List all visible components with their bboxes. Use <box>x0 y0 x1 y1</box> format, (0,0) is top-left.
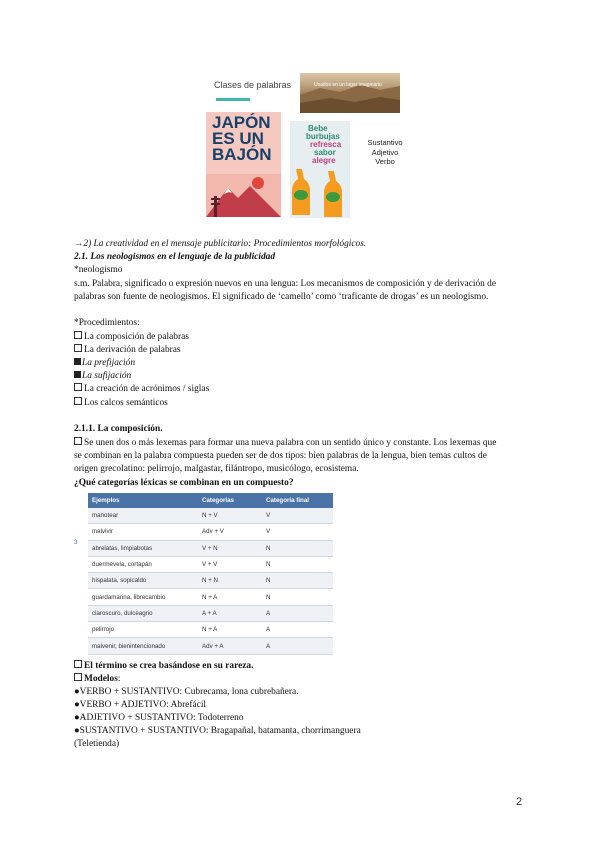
checkbox-icon <box>74 331 82 339</box>
ad-word: sabor <box>314 148 336 157</box>
page-number: 2 <box>516 796 523 808</box>
paragraph-line <box>74 437 496 450</box>
word-class: Verbo <box>375 157 395 166</box>
term-line <box>74 264 122 277</box>
paragraph-line: origen grecolatino: pelirrojo, malgastar, filántropo, musicólogo, ecosistema. <box>74 464 359 474</box>
procedure-item <box>74 344 181 357</box>
table-cell: malvenir, bienintencionado <box>88 638 198 654</box>
procedure-label: La sufijación <box>82 371 132 381</box>
procedures-title <box>74 317 140 330</box>
table-cell: guardamarina, librecambio <box>88 589 198 605</box>
section-heading: →2) La creatividad en el mensaje publicitario: Procedimientos morfológicos. <box>74 239 367 249</box>
models-label: Modelos <box>84 674 118 684</box>
model-text: ADJETIVO + SUSTANTIVO: Todoterreno <box>79 713 244 723</box>
section-number: 2.1.1. <box>74 424 96 434</box>
procedure-item <box>74 357 135 370</box>
paragraph-line: se combinan en la palabra compuesta pueden ser de dos tipos: bien palabras de la lengua, bien temas cultos de <box>74 451 487 461</box>
procedure-label: La derivación de palabras <box>84 345 181 355</box>
procedure-item <box>74 370 131 383</box>
checkbox-icon <box>74 383 82 391</box>
source-note: (Teletienda) <box>74 739 120 749</box>
book-title-line: ES UN <box>212 129 264 148</box>
checkbox-icon <box>74 660 82 668</box>
ad-word: refresca <box>310 140 342 149</box>
table-cell: A <box>262 605 333 621</box>
table-body <box>88 508 333 654</box>
landscape-illustration <box>300 73 400 113</box>
question: ¿Qué categorías léxicas se combinan en un compuesto? <box>74 478 294 488</box>
ad-word: burbujas <box>306 132 340 141</box>
table-row <box>88 556 333 572</box>
table-cell: hispalata, sopicaldo <box>88 573 198 589</box>
compounds-table <box>88 493 333 655</box>
procedure-label: La prefijación <box>82 358 136 368</box>
table-cell: N <box>262 573 333 589</box>
table-cell: malvivir <box>88 524 198 540</box>
section-2-1-1-title <box>74 423 163 436</box>
landscape-photo <box>300 73 400 113</box>
section-title: La composición. <box>97 424 163 434</box>
model-text: SUSTANTIVO + SUSTANTIVO: Bragapañal, batamanta, chorrimanguera <box>79 726 361 736</box>
table-row <box>88 622 333 638</box>
word-class: Sustantivo <box>367 138 403 147</box>
column-header: Categoría final <box>262 493 333 508</box>
table-cell: V <box>262 524 333 540</box>
section-2-1-title <box>74 251 275 264</box>
definition-line: palabras son fuente de neologismos. El significado de ‘camello’ como ‘traficante de drogas’ es un neologismo. <box>74 292 489 302</box>
checkbox-icon <box>74 437 82 445</box>
clases-de-palabras-image <box>206 74 294 110</box>
procedure-item <box>74 383 209 396</box>
procedure-label: Los calcos semánticos <box>84 398 168 408</box>
table-cell: N + A <box>198 622 262 638</box>
clases-title: Clases de palabras <box>214 80 292 90</box>
table-cell: N + A <box>198 589 262 605</box>
table-cell: N + N <box>198 573 262 589</box>
table-cell: claroscuro, dulceagrio <box>88 605 198 621</box>
table-row <box>88 573 333 589</box>
table-cell: Adv + A <box>198 638 262 654</box>
table-side-note: 3 <box>74 540 78 546</box>
table-header-row <box>88 493 333 508</box>
soda-bottles-illustration <box>290 165 350 218</box>
procedure-label: La creación de acrónimos / siglas <box>84 384 210 394</box>
definition-line: s.m. Palabra, significado o expresión nuevos en una lengua: Los mecanismos de composición y de derivación de <box>74 279 497 289</box>
book-title <box>212 115 272 163</box>
section-title: Los neologismos en el lenguaje de la publicidad <box>90 252 276 262</box>
table-cell: V <box>262 508 333 524</box>
accent-bar <box>216 98 250 101</box>
table-cell: manotear <box>88 508 198 524</box>
book-title-line: JAPÓN <box>212 113 271 132</box>
model-item <box>74 712 244 725</box>
bullet-icon: ● <box>74 713 80 723</box>
model-item <box>74 699 206 712</box>
bullet-icon: ● <box>74 726 80 736</box>
table-cell: N <box>262 556 333 572</box>
bullet-icon: * <box>74 265 79 275</box>
checkbox-icon <box>74 344 82 352</box>
model-item <box>74 725 361 738</box>
checkbox-icon <box>74 673 82 681</box>
table-cell: V + N <box>198 540 262 556</box>
table-row <box>88 638 333 654</box>
table-cell: N <box>262 540 333 556</box>
procedure-item <box>74 397 168 410</box>
filled-square-icon <box>74 358 81 365</box>
ad-word: Bebe <box>308 124 328 133</box>
mountain-illustration <box>206 174 281 217</box>
table-row <box>88 540 333 556</box>
ad-word: alegre <box>312 156 336 165</box>
word-class: Adjetivo <box>371 147 399 157</box>
column-header: Categorías <box>198 493 262 508</box>
procedure-item <box>74 331 189 344</box>
table-cell: A + A <box>198 605 262 621</box>
procedure-label: La composición de palabras <box>84 332 189 342</box>
table-cell: A <box>262 622 333 638</box>
models-label-line: Modelos: <box>74 673 120 686</box>
table-row <box>88 605 333 621</box>
column-header: Ejemplos <box>88 493 198 508</box>
table-cell: abrelatas, limpiabotas <box>88 540 198 556</box>
table-cell: duermevela, cortapán <box>88 556 198 572</box>
procedures-label: Procedimientos: <box>78 318 140 328</box>
model-text: VERBO + ADJETIVO: Abrefácil <box>79 700 207 710</box>
word-classes-label <box>360 138 410 167</box>
filled-square-icon <box>74 371 81 378</box>
bullet-icon: ● <box>74 687 80 697</box>
table-cell: A <box>262 638 333 654</box>
checkbox-icon <box>74 397 82 405</box>
model-text: VERBO + SUSTANTIVO: Cubrecama, lona cubrebañera. <box>79 687 299 697</box>
table-row <box>88 589 333 605</box>
landscape-caption: Usados en un lugar imaginario <box>314 82 382 88</box>
table-cell: Adv + V <box>198 524 262 540</box>
table-row <box>88 508 333 524</box>
bullet-icon: ● <box>74 700 80 710</box>
book-title-line: BAJÓN <box>212 145 272 164</box>
soda-ad-image <box>290 121 350 218</box>
paragraph-text: Se unen dos o más lexemas para formar una nueva palabra con un sentido único y constante. Los lexemas que <box>84 438 497 448</box>
table-cell: pelirrojo <box>88 622 198 638</box>
formation-text: El término se crea basándose en su rareza. <box>84 661 254 671</box>
book-cover-image <box>206 112 281 217</box>
bullet-icon: * <box>74 318 79 328</box>
term: neologismo <box>78 265 123 275</box>
table-cell: V + V <box>198 556 262 572</box>
section-number: 2.1. <box>74 252 89 262</box>
table-row <box>88 524 333 540</box>
table-cell: N <box>262 589 333 605</box>
table-cell: N + V <box>198 508 262 524</box>
model-item <box>74 686 298 699</box>
formation-line <box>74 660 253 673</box>
